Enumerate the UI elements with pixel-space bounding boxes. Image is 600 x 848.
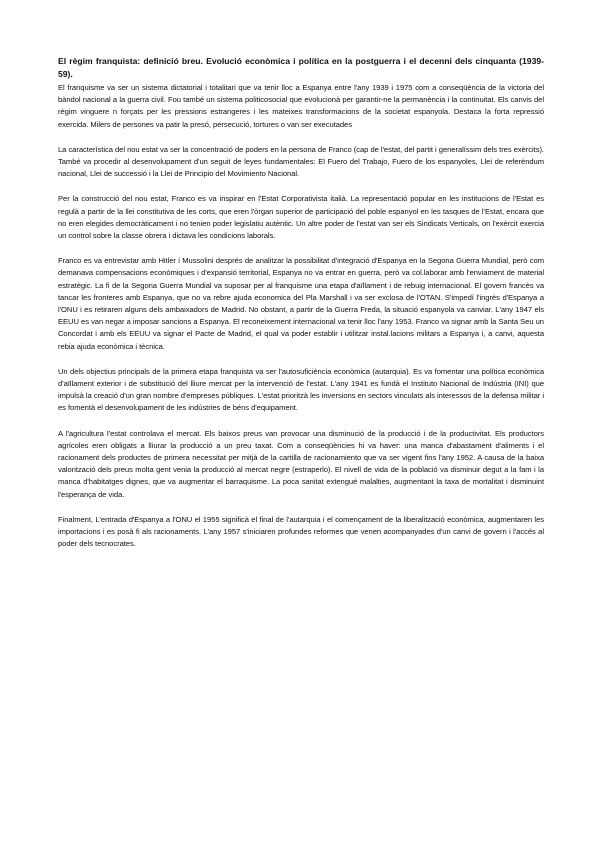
paragraph-state-structure: La característica del nou estat va ser la concentració de poders en la persona de Franco (cap de l'estat, del partit i generalíssim dels tres exèrcits). També va procedir al desenvolupament d'un seguit de leyes fundamentales: El Fuero del Trabajo, Fuero de los espanyoles, Llei de referèndum nacional, Llei de successió i la Llei de Principio del Movimiento Nacional. — [58, 144, 544, 179]
paragraph-autarky: Un dels objectius principals de la primera etapa franquista va ser l'autosuficiència econòmica (autarquia). Es va fomentar una política econòmica d'aïllament exterior i de substitució del lliure mercat per la intervenció de l'estat. L'any 1941 es fundà el Instituto Nacional de Indústria (INI) que impulsà la creació d'un gran nombre d'empreses públiques. L'estat prioritzà les inversions en sectors vinculats als interessos de la defensa militar i es fomentà el desenvolupament de les indústries de béns d'equipament. — [58, 366, 544, 413]
paragraph-foreign-policy: Franco es va entrevistar amb Hitler i Mussolini després de analitzar la possibilitat d'integració d'Espanya en la Segona Guerra Mundial, però com demanava compensacions econòmiques i d'expansió territorial, Espanya no va entrar en guerra, però va col.laborar amb l'enviament de material estratègic. La fi de la Segona Guerra Mundial va suposar per al franquisme una etapa d'aïllament i de rebuig internacional. El govern francès va tancar les fronteres amb Espanya, que no va rebre ajuda economica del Pla Marshall i va ser exclosa de l'OTAN. S'impedí l'ingrés d'Espanya a l'ONU i es retiraren alguns dels ambaixadors de Madrid. No obstant, a partir de la Guerra Freda, la situació espanyola va canviar. L'any 1947 els EEUU es van negar a imposar sancions a Espanya. El reconeixement internacional va tenir lloc l'any 1953. Franco va signar amb la Santa Seu un Concordat i amb els EEUU va signar el Pacte de Madrid, el qual va poder establir i utilitzar instal.lacions militars a Espanya i, a canvi, aquesta rebia ajuda econòmica i tècnica. — [58, 256, 544, 351]
paragraph-agriculture: A l'agricultura l'estat controlava el mercat. Els baixos preus van provocar una disminució de la producció i de la productivitat. Els productors agrícoles eren obligats a lliurar la producció a un preu taxat. Com a conseqüències hi va haver: una manca d'abastament d'aliments i el racionament dels productes de primera necessitat per mitjà de la cartilla de racionamiento que va ser vigent fins l'any 1952. A causa de la baixa valorització dels preus molta gent venia la producció al mercat negre (estraperlo). El nivell de vida de la població va disminuir degut a la fam i la manca d'habitatges dignes, que va augmentar el barraquisme. La poca sanitat extengué malalties, augmentant la taxa de mortalitat i disminuint l'esperança de vida. — [58, 428, 544, 499]
paragraph-conclusion: Finalment, L'entrada d'Espanya a l'ONU el 1955 significà el final de l'autarquia i el començament de la liberalització econòmica, augmentaren les importacions i es posà fi als racionaments. L'any 1957 s'iniciaren profundes reformes que venen acompanyades d'un canvi de govern i l'accés al poder dels tecnocrates. — [58, 514, 544, 549]
paragraph-corporate-state: Per la construcció del nou estat, Franco es va inspirar en l'Estat Corporativista italià. La representació popular en les institucions de l'Estat es regulà a partir de la llei constitutiva de les corts, que eren l'òrgan superior de participació del poble espanyol en les tasques de l'Estat, encara que no eren elegides democràticament i no tenien poder legislatiu autèntic. Un altre poder de l'estat van ser els Sindicats Verticals, on l'exèrcit exercia un control sobre la classe obrera i dictava les condicions laborals. — [58, 194, 544, 241]
paragraph-intro: El franquisme va ser un sistema dictatorial i totalitari que va tenir lloc a Espanya entre l'any 1939 i 1975 com a conseqüència de la victoria del bàndol nacional a la guerra civil. Fou també un sistema politicosocial que evolucionà per garantir-ne la permanència i la continuitat. Els canvis del règim vinguere n forçats per les pressions estrangeres i les mateixes transformacions de la societat espanyola. Destaca la forta repressió exercida. Milers de persones va patir la presó, persecució, tortures o van ser executades — [58, 83, 544, 129]
document-title: El règim franquista: definició breu. Evolució econòmica i política en la postguerra i el decenni dels cinquanta (1939-59). — [58, 56, 544, 79]
document-page — [58, 55, 544, 564]
